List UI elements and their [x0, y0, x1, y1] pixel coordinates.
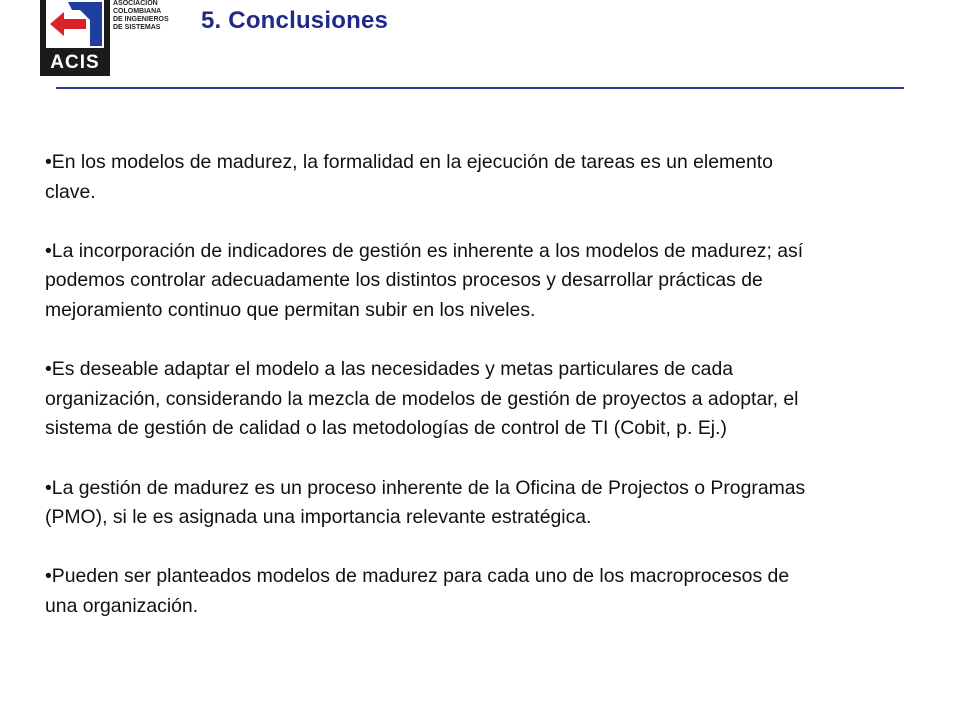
- bullet-item: •La incorporación de indicadores de gestión es inherente a los modelos de madurez; así podemos controlar adecuadamente los distintos procesos y desarrollar prácticas de mejoramiento continuo que permitan subir en los niveles.: [45, 239, 804, 321]
- logo-emblem: [46, 0, 104, 48]
- title-divider: [56, 87, 904, 89]
- logo-arrows-icon: [46, 0, 104, 48]
- red-arrow-icon: [50, 12, 86, 36]
- logo-text: ACIS: [50, 52, 100, 73]
- slide-title: 5. Conclusiones: [201, 7, 389, 34]
- acis-logo: [40, 0, 110, 76]
- organization-name: ASOCIACION COLOMBIANA DE INGENIEROS DE SISTEMAS: [113, 0, 169, 31]
- blue-accent-icon: [68, 2, 80, 10]
- bullet-item: •En los modelos de madurez, la formalidad en la ejecución de tareas es un elemento clave.: [45, 151, 773, 203]
- bullet-list: [45, 148, 825, 622]
- bullet-item: •Pueden ser planteados modelos de madurez para cada uno de los macroprocesos de una organización.: [45, 565, 790, 617]
- bullet-item: •La gestión de madurez es un proceso inherente de la Oficina de Projectos o Programas (PMO), si le es asignada una importancia relevante estratégica.: [45, 476, 806, 529]
- bullet-item: •Es deseable adaptar el modelo a las necesidades y metas particulares de cada organización, considerando la mezcla de modelos de gestión de proyectos a adoptar, el sistema de gestión de calidad o las metodologías de control de TI (Cobit, p. Ej.): [45, 358, 799, 440]
